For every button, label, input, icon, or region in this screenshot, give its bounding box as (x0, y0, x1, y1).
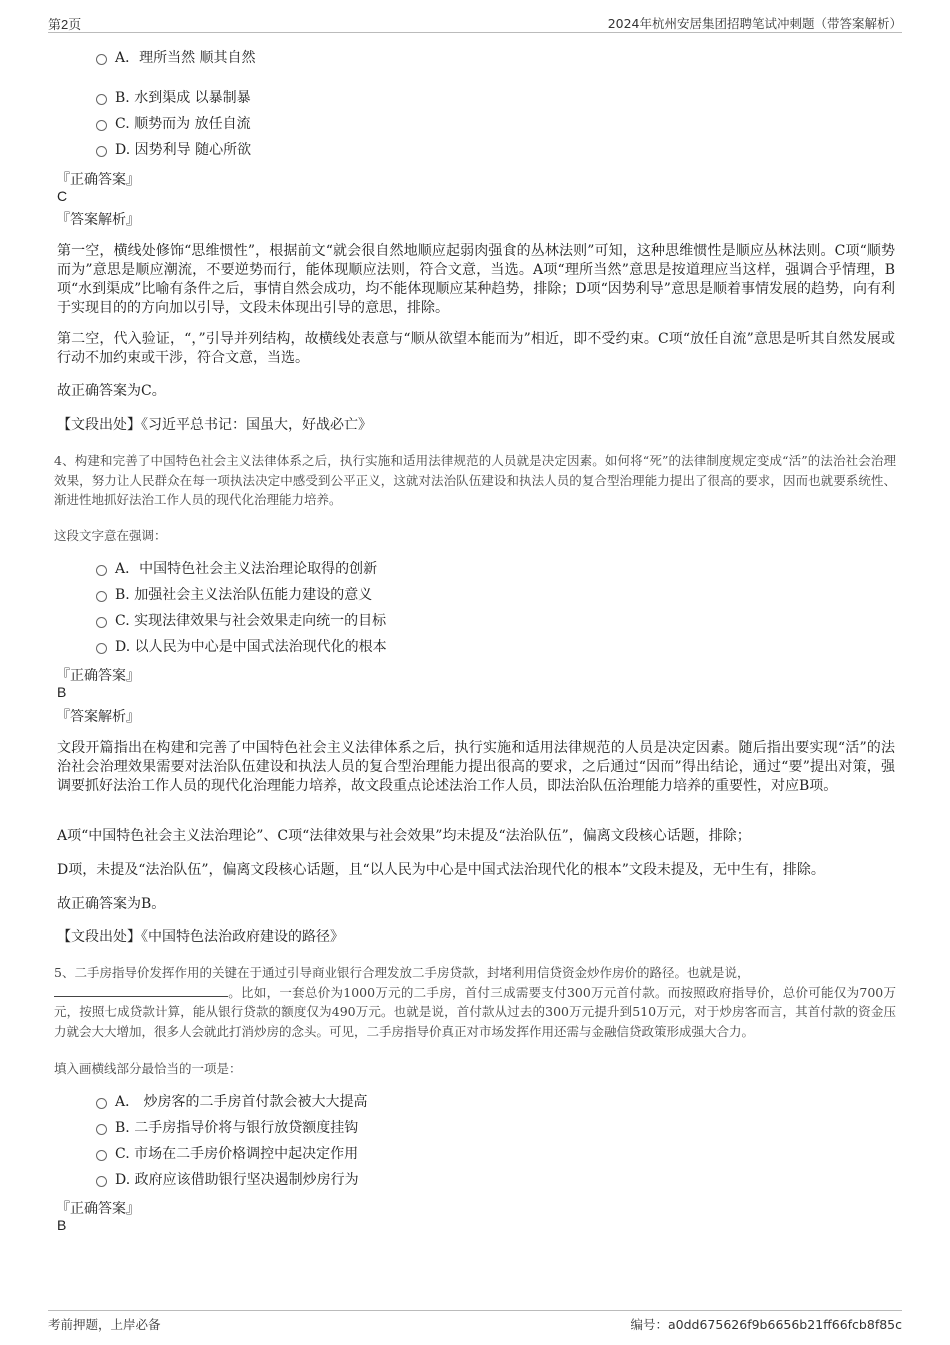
q4-option-c[interactable]: C. 实现法律效果与社会效果走向统一的目标 (96, 611, 386, 631)
footer-slogan: 考前押题，上岸必备 (48, 1317, 161, 1332)
q4-analysis-para-1: 文段开篇指出在构建和完善了中国特色社会主义法律体系之后，执行实施和适用法律规范的人员是决定因素。随后指出要实现“活”的法治社会治理效果需要对法治队伍建设和执法人员的复合型治理能力提出很高的要求，之后通过“因而”得出结论，通过“要”提出对策，强调要抓好法治工作人员的现代化治理能力培养，故文段重点论述法治工作人员，即法治队伍治理能力培养的重要性，对应B项。 (57, 740, 895, 794)
q4-prompt: 这段文字意在强调： (54, 528, 167, 543)
q5-answer: B (57, 1217, 67, 1233)
q4-stem: 4、构建和完善了中国特色社会主义法律体系之后，执行实施和适用法律规范的人员就是决定因素。如何将“死”的法律制度规定变成“活”的法治社会治理效果，努力让人民群众在每一项执法决定中感受到公平正义，这就对法治队伍建设和执法人员的复合型治理能力提出了很高的要求，因而也就要系统性、渐进性地抓好法治工作人员的现代化治理能力培养。 (54, 453, 896, 507)
q3-option-c[interactable]: C. 顺势而为 放任自流 (96, 114, 251, 134)
document-id: 编号：a0dd675626f9b6656b21ff66fcb8f85c (630, 1317, 902, 1332)
q4-source: 【文段出处】《中国特色法治政府建设的路径》 (57, 929, 344, 945)
radio-icon[interactable] (96, 1098, 107, 1109)
q4-option-a[interactable]: A．中国特色社会主义法治理论取得的创新 (96, 559, 377, 579)
radio-icon[interactable] (96, 565, 107, 576)
q3-option-a[interactable]: A．理所当然 顺其自然 (96, 48, 256, 68)
q3-option-d[interactable]: D. 因势利导 随心所欲 (96, 140, 251, 160)
radio-icon[interactable] (96, 1150, 107, 1161)
q4-analysis-para-2: A项“中国特色社会主义法治理论”、C项“法律效果与社会效果”均未提及“法治队伍”，偏离文段核心话题，排除； (57, 828, 751, 844)
q5-option-d[interactable]: D. 政府应该借助银行坚决遏制炒房行为 (96, 1170, 359, 1190)
q4-analysis-para-4: 故正确答案为B。 (57, 896, 166, 912)
q3-analysis-para-2: 第二空，代入验证，“，”引导并列结构，故横线处表意与“顺从欲望本能而为”相近，即不受约束。C项“放任自流”意思是听其自然发展或行动不加约束或干涉，符合文意，当选。 (57, 331, 895, 366)
q3-option-b[interactable]: B. 水到渠成 以暴制暴 (96, 88, 251, 108)
q5-option-a[interactable]: A． 炒房客的二手房首付款会被大大提高 (96, 1092, 368, 1112)
fill-blank (54, 983, 228, 997)
q4-analysis-label: 『答案解析』 (56, 709, 140, 725)
radio-icon[interactable] (96, 1124, 107, 1135)
q3-answer: C (57, 188, 68, 204)
document-title: 2024年杭州安居集团招聘笔试冲刺题（带答案解析） (607, 16, 902, 31)
radio-icon[interactable] (96, 643, 107, 654)
q5-stem: 5、二手房指导价发挥作用的关键在于通过引导商业银行合理发放二手房贷款，封堵利用信贷资金炒作房价的路径。也就是说， 。比如，一套总价为1000万元的二手房，首付三成需要支付300万元首付款。而按照政府指导价，总价可能仅为700万元，按照七成贷款计算，能从银行贷款的额度仅为490万元。也就是说，首付款从过去的300万元提升到510万元，对于炒房客而言，其首付款的资金压力就会大大增加，很多人会就此打消炒房的念头。可见，二手房指导价真正对市场发挥作用还需与金融信贷政策形成强大合力。 (54, 965, 896, 1039)
q4-answer-label: 『正确答案』 (56, 668, 140, 684)
q4-option-d[interactable]: D. 以人民为中心是中国式法治现代化的根本 (96, 637, 387, 657)
page-header (48, 14, 902, 33)
q5-answer-label: 『正确答案』 (56, 1201, 140, 1217)
q3-analysis-para-1: 第一空，横线处修饰“思维惯性”，根据前文“就会很自然地顺应起弱肉强食的丛林法则”可知，这种思维惯性是顺应丛林法则。C项“顺势而为”意思是顺应潮流，不要逆势而行，能体现顺应法则，符合文意，当选。A项“理所当然”意思是按道理应当这样，强调合乎情理，B项“水到渠成”比喻有条件之后，事情自然会成功，均不能体现顺应某种趋势，排除；D项“因势利导”意思是顺着事情发展的趋势，向有利于实现目的的方向加以引导，文段未体现出引导的意思，排除。 (57, 243, 895, 316)
q3-answer-label: 『正确答案』 (56, 172, 140, 188)
q5-option-c[interactable]: C. 市场在二手房价格调控中起决定作用 (96, 1144, 358, 1164)
radio-icon[interactable] (96, 1176, 107, 1187)
page-footer (48, 1310, 902, 1333)
q5-prompt: 填入画横线部分最恰当的一项是： (54, 1061, 242, 1076)
page-number: 第2页 (48, 17, 82, 32)
q4-option-b[interactable]: B. 加强社会主义法治队伍能力建设的意义 (96, 585, 372, 605)
radio-icon[interactable] (96, 146, 107, 157)
radio-icon[interactable] (96, 120, 107, 131)
q3-source: 【文段出处】《习近平总书记：国虽大，好战必亡》 (57, 417, 372, 433)
radio-icon[interactable] (96, 591, 107, 602)
q4-answer: B (57, 684, 67, 700)
radio-icon[interactable] (96, 54, 107, 65)
radio-icon[interactable] (96, 617, 107, 628)
q3-analysis-label: 『答案解析』 (56, 212, 140, 228)
q4-analysis-para-3: D项，未提及“法治队伍”，偏离文段核心话题，且“以人民为中心是中国式法治现代化的根本”文段未提及，无中生有，排除。 (57, 862, 825, 878)
q5-option-b[interactable]: B. 二手房指导价将与银行放贷额度挂钩 (96, 1118, 358, 1138)
q3-analysis-para-3: 故正确答案为C。 (57, 383, 166, 399)
radio-icon[interactable] (96, 94, 107, 105)
